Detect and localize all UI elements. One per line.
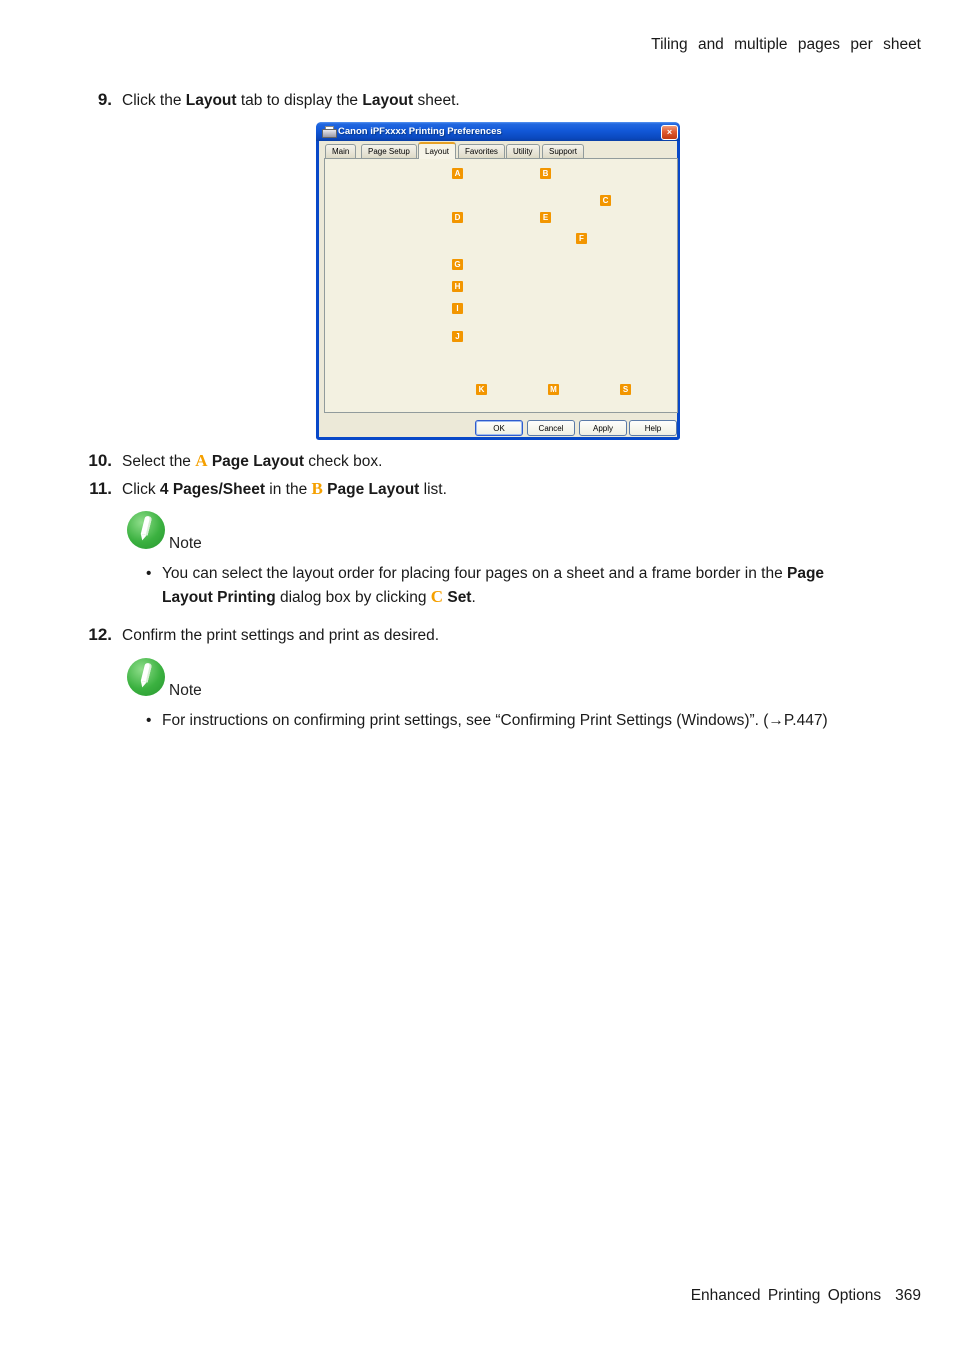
footer-page-number: 369: [895, 1287, 921, 1304]
step-12: 12. Confirm the print settings and print as desired.: [88, 625, 440, 644]
page-footer: [691, 1287, 921, 1305]
ok-button[interactable]: OK: [475, 420, 523, 436]
bullet-icon: •: [146, 565, 152, 582]
callout-h: H: [452, 281, 463, 292]
dialog-titlebar: [316, 122, 680, 141]
note-icon: [127, 658, 165, 696]
close-icon[interactable]: ×: [661, 125, 678, 140]
callout-a: A: [452, 168, 463, 179]
page-header: Tiling and multiple pages per sheet: [651, 36, 921, 53]
dialog-title: Canon iPFxxxx Printing Preferences: [338, 126, 502, 137]
note-label: Note: [169, 682, 202, 699]
pencil-icon: [139, 515, 153, 543]
step-text: Click the Layout tab to display the Layout sheet.: [122, 92, 460, 109]
step-number: 9.: [97, 90, 112, 109]
tab-support[interactable]: Support: [542, 144, 584, 159]
note-bullet: • For instructions on confirming print settings, see “Confirming Print Settings (Windows)”. (→P.447): [146, 709, 876, 732]
callout-ref-c: C: [430, 587, 444, 606]
step-10: 10. Select the A Page Layout check box.: [88, 451, 383, 470]
callout-ref-b: B: [311, 479, 323, 498]
note-icon: [127, 511, 165, 549]
callout-e: E: [540, 212, 551, 223]
step-9: [80, 90, 460, 110]
cancel-button[interactable]: Cancel: [527, 420, 575, 436]
callout-k: K: [476, 384, 487, 395]
note-label: Note: [169, 535, 202, 552]
pencil-icon: [139, 662, 153, 690]
callout-g: G: [452, 259, 463, 270]
callout-f: F: [576, 233, 587, 244]
callout-b: B: [540, 168, 551, 179]
tab-layout[interactable]: Layout: [418, 142, 456, 159]
callout-ref-a: A: [195, 451, 208, 470]
callout-j: J: [452, 331, 463, 342]
apply-button[interactable]: Apply: [579, 420, 627, 436]
callout-c: C: [600, 195, 611, 206]
printing-preferences-dialog: [316, 122, 680, 440]
tab-favorites[interactable]: Favorites: [458, 144, 505, 159]
callout-d: D: [452, 212, 463, 223]
callout-s: S: [620, 384, 631, 395]
tab-utility[interactable]: Utility: [506, 144, 540, 159]
printer-icon: [322, 126, 335, 137]
step-11: 11. Click 4 Pages/Sheet in the B Page Layout list.: [89, 479, 447, 498]
footer-section: Enhanced Printing Options: [690, 1287, 882, 1304]
callout-m: M: [548, 384, 559, 395]
note-bullet: • You can select the layout order for placing four pages on a sheet and a frame border in the Page Layout Printing dialog box by clicking C Set.: [146, 562, 876, 609]
callout-i: I: [452, 303, 463, 314]
help-button[interactable]: Help: [629, 420, 677, 436]
layout-tab-page: [324, 158, 678, 413]
bullet-icon: •: [146, 712, 152, 729]
tab-main[interactable]: Main: [325, 144, 356, 159]
tab-page-setup[interactable]: Page Setup: [361, 144, 417, 159]
